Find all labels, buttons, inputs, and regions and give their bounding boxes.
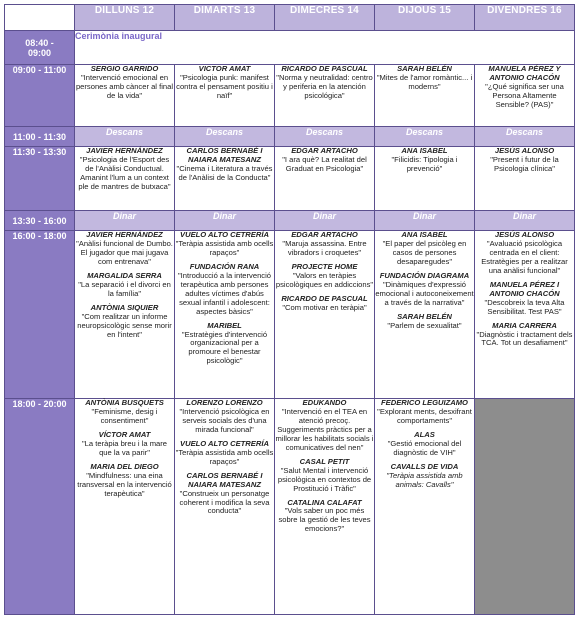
talk-title: "La teràpia breu i la mare que la va parir" bbox=[81, 438, 167, 457]
time-label: 09:00 - 11:00 bbox=[5, 65, 75, 127]
talk-title: "Vols saber un poc més sobre la gestió de les teves emocions?" bbox=[278, 506, 371, 534]
session-entry bbox=[375, 399, 474, 426]
lunch-label: Dinar bbox=[75, 211, 175, 231]
talk-title: "Explorant ments, desxifrant comportaments" bbox=[377, 406, 472, 425]
row-slot-4 bbox=[5, 399, 575, 615]
day-header-monday: DILLUNS 12 bbox=[75, 5, 175, 31]
session-cell bbox=[375, 399, 475, 615]
speaker-name: CATALINA CALAFAT bbox=[287, 497, 362, 507]
speaker-name: SARAH BELÉN bbox=[397, 311, 452, 321]
session-cell bbox=[475, 231, 575, 399]
session-cell bbox=[75, 399, 175, 615]
session-cell bbox=[175, 231, 275, 399]
speaker-name: MARIBEL bbox=[207, 320, 242, 330]
speaker-name: JESÚS ALONSO bbox=[494, 146, 555, 155]
break-label: Descans bbox=[475, 127, 575, 147]
speaker-name: VUELO ALTO CETRERÍA bbox=[180, 438, 269, 448]
corner-cell bbox=[5, 5, 75, 31]
day-header-friday: DIVENDRES 16 bbox=[475, 5, 575, 31]
speaker-name: VÍCTOR AMAT bbox=[98, 429, 151, 439]
day-header-thursday: DIJOUS 15 bbox=[375, 5, 475, 31]
session-entry bbox=[475, 322, 574, 349]
session-entry bbox=[375, 65, 474, 92]
talk-title: "Com motivar en teràpia" bbox=[282, 302, 367, 312]
talk-title: "Psicologia punk: manifest contra el pensament positiu i naïf" bbox=[176, 72, 273, 100]
talk-title: "Mindfulness: una eina transversal en la intervenció terapèutica" bbox=[77, 470, 172, 498]
speaker-name: MARIA CARRERA bbox=[492, 320, 557, 330]
time-label: 08:40 - 09:00 bbox=[5, 31, 75, 65]
session-entry bbox=[275, 399, 374, 453]
time-label: 18:00 - 20:00 bbox=[5, 399, 75, 615]
speaker-name: CASAL PETIT bbox=[299, 456, 350, 466]
time-label: 11:30 - 13:30 bbox=[5, 147, 75, 211]
speaker-name: MARGALIDA SERRA bbox=[87, 270, 162, 280]
speaker-name: RICARDO DE PASCUAL bbox=[281, 64, 368, 73]
session-entry bbox=[75, 272, 174, 299]
speaker-name: MANUELA PÉREZ I ANTONIO CHACÓN bbox=[489, 279, 560, 298]
lunch-label: Dinar bbox=[375, 211, 475, 231]
speaker-name: FUNDACIÓN DIAGRAMA bbox=[379, 270, 470, 280]
speaker-name: ANTÒNIA BUSQUETS bbox=[85, 398, 164, 407]
speaker-name: PROJECTE HOME bbox=[291, 261, 358, 271]
session-entry bbox=[475, 65, 574, 110]
session-entry bbox=[275, 147, 374, 174]
opening-ceremony: Cerimònia inaugural bbox=[75, 31, 575, 65]
session-cell bbox=[275, 65, 375, 127]
session-entry bbox=[175, 263, 274, 317]
session-cell bbox=[275, 231, 375, 399]
talk-title: "Norma y neutralidad: centro y periferia en la atención psicológica" bbox=[276, 72, 373, 100]
talk-title: "El paper del psicòleg en casos de persones desaparegudes" bbox=[382, 238, 467, 266]
speaker-name: SERGIO GARRIDO bbox=[90, 64, 159, 73]
row-slot-2 bbox=[5, 147, 575, 211]
row-slot-3 bbox=[5, 231, 575, 399]
session-cell bbox=[175, 147, 275, 211]
day-header-wednesday: DIMECRES 14 bbox=[275, 5, 375, 31]
session-entry bbox=[175, 147, 274, 183]
lunch-label: Dinar bbox=[175, 211, 275, 231]
talk-title: "Intervenció psicològica en serveis socials des d'una mirada funcional" bbox=[179, 406, 270, 434]
speaker-name: JESÚS ALONSO bbox=[494, 230, 555, 239]
speaker-name: EDGAR ARTACHO bbox=[291, 146, 358, 155]
session-entry bbox=[75, 463, 174, 499]
speaker-name: ANA ISABEL bbox=[401, 230, 448, 239]
speaker-name: JAVIER HERNÁNDEZ bbox=[86, 146, 163, 155]
talk-title: "Maruja assassina. Entre vibradors i croquetes" bbox=[282, 238, 367, 257]
speaker-name: CARLOS BERNABÉ I NAIARA MATESANZ bbox=[186, 146, 263, 164]
session-entry bbox=[75, 431, 174, 458]
talk-title: "Cinema i Literatura a través de l'Anàlisi de la Conducta" bbox=[176, 163, 273, 182]
session-entry bbox=[175, 440, 274, 467]
session-cell bbox=[475, 65, 575, 127]
speaker-name: VUELO ALTO CETRERÍA bbox=[180, 230, 269, 239]
speaker-name: JAVIER HERNÁNDEZ bbox=[86, 230, 163, 239]
session-entry bbox=[275, 231, 374, 258]
session-entry bbox=[375, 147, 474, 174]
talk-title: "Anàlisi funcional de Dumbo. El jugador que mai jugava com entrenava" bbox=[76, 238, 173, 266]
time-label: 11:00 - 11:30 bbox=[5, 127, 75, 147]
speaker-name: FUNDACIÓN RANA bbox=[189, 261, 260, 271]
session-entry bbox=[375, 463, 474, 490]
session-cell bbox=[275, 399, 375, 615]
speaker-name: MARIA DEL DIEGO bbox=[90, 461, 159, 471]
speaker-name: ANA ISABEL bbox=[401, 146, 448, 155]
session-cell bbox=[375, 147, 475, 211]
talk-title: "Construeix un personatge coherent i modifica la seva conducta" bbox=[179, 488, 270, 516]
session-entry bbox=[375, 431, 474, 458]
talk-title: "Feminisme, desig i consentiment" bbox=[91, 406, 158, 425]
talk-title: "Intervenció emocional en persones amb càncer al final de la vida" bbox=[75, 72, 174, 100]
session-entry bbox=[375, 313, 474, 331]
talk-title: "Diagnòstic i tractament dels TCA. Tot un desafiament" bbox=[476, 329, 573, 348]
row-break-2 bbox=[5, 211, 575, 231]
speaker-name: ALAS bbox=[414, 429, 435, 439]
session-entry bbox=[275, 499, 374, 535]
speaker-name: CARLOS BERNABÉ I NAIARA MATESANZ bbox=[186, 470, 263, 489]
talk-title: "Teràpia assistida amb animals: Cavalls" bbox=[386, 470, 463, 489]
session-entry bbox=[75, 147, 174, 192]
talk-title: "Descobreix la teva Alta Sensibilitat. Test PAS" bbox=[484, 297, 565, 316]
session-cell bbox=[475, 147, 575, 211]
talk-title: "Valors en teràpies psicològiques en addiccions" bbox=[275, 270, 374, 289]
talk-title: "Avaluació psicològica centrada en el client: Estratègies per a realitzar una anàlisi funcional" bbox=[481, 238, 568, 275]
talk-title: "Filicidis: Tipologia i prevenció" bbox=[391, 154, 458, 173]
session-cell bbox=[75, 65, 175, 127]
break-label: Descans bbox=[275, 127, 375, 147]
session-entry bbox=[475, 281, 574, 317]
speaker-name: EDUKANDO bbox=[302, 398, 347, 407]
session-entry bbox=[275, 458, 374, 494]
speaker-name: VICTOR AMAT bbox=[198, 64, 251, 73]
time-label: 13:30 - 16:00 bbox=[5, 211, 75, 231]
talk-title: "Parlem de sexualitat" bbox=[387, 320, 462, 330]
talk-title: "Mites de l'amor romàntic... i moderns" bbox=[376, 72, 473, 91]
talk-title: "I ara què? La realitat del Graduat en Psicologia" bbox=[282, 154, 367, 173]
session-entry bbox=[175, 65, 274, 101]
session-entry bbox=[275, 263, 374, 290]
speaker-name: EDGAR ARTACHO bbox=[291, 230, 358, 239]
session-cell bbox=[375, 231, 475, 399]
session-entry bbox=[75, 304, 174, 340]
row-break-1 bbox=[5, 127, 575, 147]
session-entry bbox=[475, 147, 574, 174]
session-cell bbox=[375, 65, 475, 127]
session-entry bbox=[75, 65, 174, 101]
speaker-name: ANTÒNIA SIQUIER bbox=[90, 302, 159, 312]
lunch-label: Dinar bbox=[475, 211, 575, 231]
header-row bbox=[5, 5, 575, 31]
session-entry bbox=[75, 231, 174, 267]
talk-title: "La separació i el divorci en la família" bbox=[78, 279, 171, 298]
talk-title: "Dinàmiques d'expressió emocional i autoconeixement a través de la narrativa" bbox=[375, 279, 474, 307]
time-label: 16:00 - 18:00 bbox=[5, 231, 75, 399]
session-entry bbox=[175, 322, 274, 367]
break-label: Descans bbox=[75, 127, 175, 147]
row-opening bbox=[5, 31, 575, 65]
talk-title: "Present i futur de la Psicologia clínica" bbox=[490, 154, 559, 173]
session-cell bbox=[275, 147, 375, 211]
talk-title: "Estratègies d'intervenció organizacional per a promoure el benestar psicològic" bbox=[181, 329, 268, 366]
speaker-name: FEDERICO LEGUIZAMO bbox=[381, 398, 468, 407]
session-entry bbox=[375, 272, 474, 308]
empty-cell bbox=[475, 399, 575, 615]
lunch-label: Dinar bbox=[275, 211, 375, 231]
speaker-name: RICARDO DE PASCUAL bbox=[281, 293, 368, 303]
session-entry bbox=[275, 65, 374, 101]
session-cell bbox=[75, 231, 175, 399]
row-slot-1 bbox=[5, 65, 575, 127]
session-cell bbox=[175, 65, 275, 127]
talk-title: "Psicologia de l'Esport des de l'Anàlisi Conductual. Amanint l'lum a un context ple de mantres de butxaca" bbox=[78, 154, 171, 191]
talk-title: "Salut Mental i intervenció psicològica en contextos de Prostitució i Tràfic" bbox=[277, 465, 372, 493]
speaker-name: SARAH BELÉN bbox=[397, 64, 452, 73]
session-entry bbox=[375, 231, 474, 267]
break-label: Descans bbox=[375, 127, 475, 147]
talk-title: "¿Qué significa ser una Persona Altamente Sensible? (PAS)" bbox=[485, 81, 564, 109]
speaker-name: LORENZO LORENZO bbox=[186, 398, 263, 407]
talk-title: "Intervenció en el TEA en atenció precoç. Suggeriments pràctics per a millorar les habilitats socials i comunicatives del nen" bbox=[275, 406, 374, 452]
schedule-table bbox=[4, 4, 575, 615]
session-entry bbox=[275, 295, 374, 313]
speaker-name: MANUELA PÉREZ Y ANTONIO CHACÓN bbox=[488, 64, 561, 82]
session-entry bbox=[75, 399, 174, 426]
speaker-name: CAVALLS DE VIDA bbox=[390, 461, 459, 471]
talk-title: "Teràpia assistida amb ocells rapaços" bbox=[175, 238, 274, 257]
talk-title: "Introducció a la intervenció terapèutica amb persones adultes víctimes d'abús sexual infantil i adolescent: aspectes bàsics" bbox=[177, 270, 272, 316]
session-cell bbox=[175, 399, 275, 615]
session-entry bbox=[475, 231, 574, 276]
talk-title: "Gestió emocional del diagnòstic de VIH" bbox=[387, 438, 462, 457]
session-entry bbox=[175, 231, 274, 258]
talk-title: "Com realitzar un informe neuropsicològic sense morir en l'intent" bbox=[77, 311, 172, 339]
talk-title: "Teràpia assistida amb ocells rapaços" bbox=[175, 447, 274, 466]
session-entry bbox=[175, 472, 274, 517]
session-cell bbox=[75, 147, 175, 211]
day-header-tuesday: DIMARTS 13 bbox=[175, 5, 275, 31]
break-label: Descans bbox=[175, 127, 275, 147]
session-entry bbox=[175, 399, 274, 435]
